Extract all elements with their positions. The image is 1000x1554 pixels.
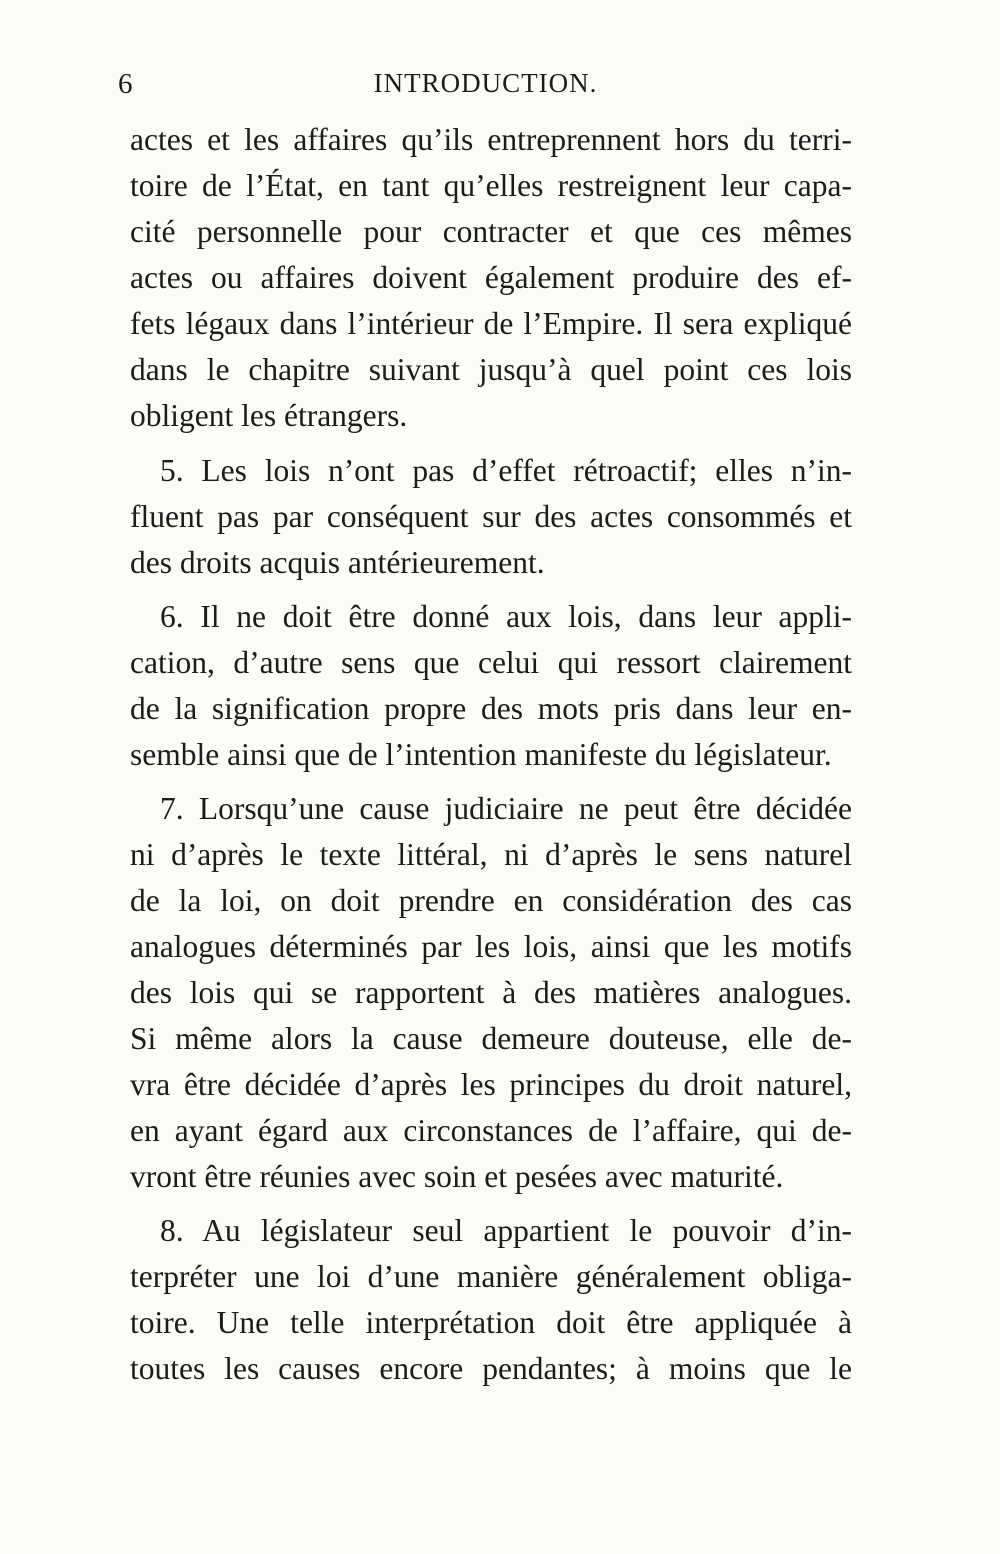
text-line: 7. Lorsqu’une cause judiciaire ne peut être décidée (160, 791, 852, 826)
text-line: toire. Une telle interprétation doit être appliquée à (130, 1305, 852, 1340)
page-number: 6 (118, 68, 133, 100)
text-line: actes et les affaires qu’ils entreprennent hors du terri- (130, 122, 852, 157)
text-line: des lois qui se rapportent à des matières analogues. (130, 975, 852, 1010)
text-line: cation, d’autre sens que celui qui ressort clairement (130, 645, 852, 680)
text-line: des droits acquis antérieurement. (130, 545, 545, 580)
body-text (130, 117, 852, 1400)
text-line: 6. Il ne doit être donné aux lois, dans leur appli- (160, 599, 852, 634)
text-line: 8. Au législateur seul appartient le pouvoir d’in- (160, 1213, 852, 1248)
text-line: en ayant égard aux circonstances de l’affaire, qui de- (130, 1113, 852, 1148)
paragraph-continued (130, 117, 852, 439)
text-line: fets légaux dans l’intérieur de l’Empire. Il sera expliqué (130, 306, 852, 341)
text-line: Si même alors la cause demeure douteuse, elle de- (130, 1021, 852, 1056)
paragraph-article-5 (130, 448, 852, 586)
text-line: fluent pas par conséquent sur des actes consommés et (130, 499, 852, 534)
text-line: cité personnelle pour contracter et que ces mêmes (130, 214, 852, 249)
text-line: vront être réunies avec soin et pesées avec maturité. (130, 1159, 784, 1194)
text-line: semble ainsi que de l’intention manifeste du législateur. (130, 737, 832, 772)
text-line: terpréter une loi d’une manière généralement obliga- (130, 1259, 852, 1294)
page-header (118, 68, 853, 108)
paragraph-article-7 (130, 786, 852, 1200)
text-line: obligent les étrangers. (130, 398, 408, 433)
text-line: dans le chapitre suivant jusqu’à quel point ces lois (130, 352, 852, 387)
text-line: ni d’après le texte littéral, ni d’après le sens naturel (130, 837, 852, 872)
running-head: INTRODUCTION. (373, 68, 598, 98)
text-line: toire de l’État, en tant qu’elles restreignent leur capa- (130, 168, 852, 203)
text-line: de la signification propre des mots pris dans leur en- (130, 691, 852, 726)
text-line: 5. Les lois n’ont pas d’effet rétroactif; elles n’in- (160, 453, 852, 488)
text-line: actes ou affaires doivent également produire des ef- (130, 260, 852, 295)
text-line: toutes les causes encore pendantes; à moins que le (130, 1351, 852, 1386)
text-line: vra être décidée d’après les principes du droit naturel, (130, 1067, 852, 1102)
paragraph-article-8 (130, 1208, 852, 1392)
paragraph-article-6 (130, 594, 852, 778)
text-line: analogues déterminés par les lois, ainsi que les motifs (130, 929, 852, 964)
text-line: de la loi, on doit prendre en considération des cas (130, 883, 852, 918)
